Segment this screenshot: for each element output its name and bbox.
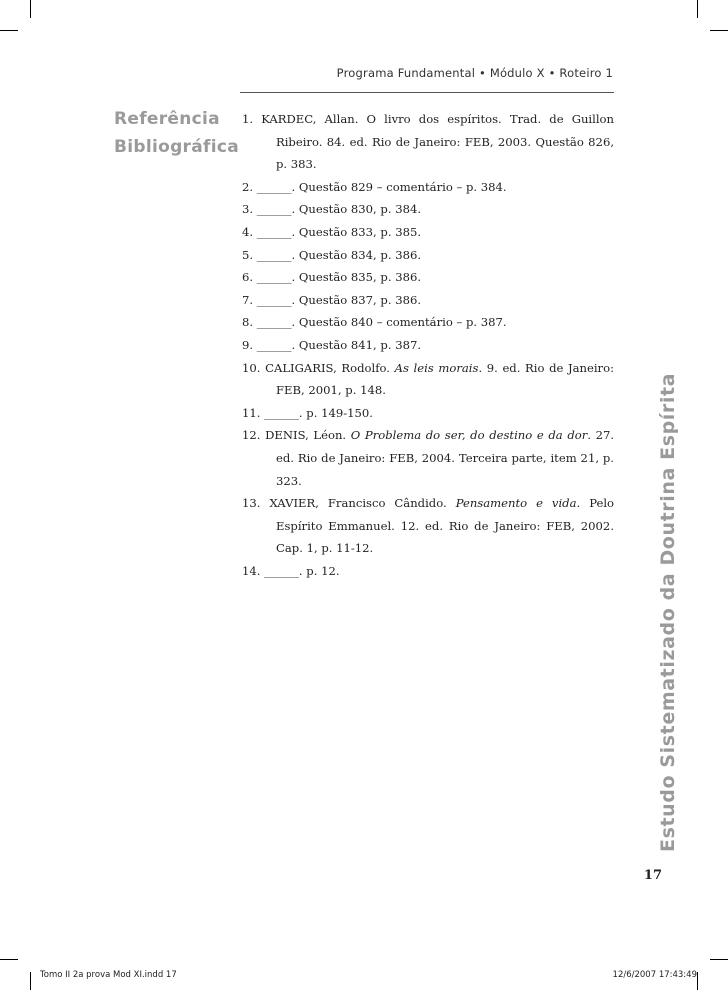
reference-text: ______. Questão 841, p. 387. [256,337,422,352]
section-title [114,105,239,161]
reference-item [242,334,614,357]
reference-item [242,289,614,312]
crop-mark-top-left-h [0,30,18,31]
reference-text: ______. p. 149-150. [264,405,373,420]
crop-mark-bottom-right-h [710,959,728,960]
reference-number: 4. [242,224,254,239]
reference-list [242,108,614,582]
section-title-line-2: Bibliográfica [114,137,239,157]
reference-text: ______. Questão 835, p. 386. [256,270,422,285]
reference-text-rest: . 9. ed. Rio de Janeiro: FEB, 2001, p. 148. [276,360,614,398]
reference-number: 10. [242,360,261,375]
header-rule [240,92,614,93]
reference-text: ______. Questão 834, p. 386. [256,247,422,262]
crop-mark-bottom-right-v [697,972,698,990]
reference-text: ______. Questão 840 – comentário – p. 387. [256,315,507,330]
reference-item [242,221,614,244]
reference-number: 9. [242,337,254,352]
print-slug-timestamp: 12/6/2007 17:43:49 [612,970,697,980]
reference-item [242,424,614,492]
reference-item [242,357,614,402]
reference-number: 7. [242,292,254,307]
reference-text: ______. Questão 837, p. 386. [256,292,422,307]
reference-item [242,108,614,176]
reference-text-rest: Pelo Espírito Emmanuel. 12. ed. Rio de Janeiro: FEB, 2002. Cap. 1, p. 11-12. [276,496,615,556]
reference-text: KARDEC, Allan. O livro dos espíritos. Trad. de Guillon Ribeiro. 84. ed. Rio de Janeiro: FEB, 2003. Questão 826, p. 383. [261,112,615,172]
reference-item [242,244,614,267]
page-number: 17 [643,868,662,883]
reference-text: ______. Questão 833, p. 385. [256,224,422,239]
reference-title-italic: O Problema do ser, do destino e da dor [350,428,588,443]
side-title: Estudo Sistematizado da Doutrina Espírita [657,372,679,852]
reference-text: ______. p. 12. [264,563,340,578]
reference-title-italic: Pensamento e vida. [455,496,581,511]
crop-mark-top-left-v [30,0,31,18]
reference-item [242,266,614,289]
reference-title-italic: As leis morais [394,360,479,375]
reference-number: 5. [242,247,254,262]
reference-text: DENIS, Léon. [265,428,347,443]
reference-item [242,560,614,583]
reference-item [242,176,614,199]
crop-mark-bottom-left-v [30,972,31,990]
reference-text: XAVIER, Francisco Cândido. [269,496,447,511]
crop-mark-top-right-v [697,0,698,18]
reference-text: ______. Questão 830, p. 384. [256,202,422,217]
reference-number: 3. [242,202,254,217]
reference-number: 11. [242,405,261,420]
reference-number: 2. [242,179,254,194]
reference-number: 12. [242,428,261,443]
running-header: Programa Fundamental • Módulo X • Roteiro 1 [336,66,613,80]
reference-text: CALIGARIS, Rodolfo. [265,360,390,375]
crop-mark-top-right-h [710,30,728,31]
reference-item [242,311,614,334]
reference-text-rest: . 27. ed. Rio de Janeiro: FEB, 2004. Terceira parte, item 21, p. 323. [276,428,615,488]
reference-item [242,402,614,425]
print-slug-file: Tomo II 2a prova Mod XI.indd 17 [40,970,177,980]
reference-text: ______. Questão 829 – comentário – p. 384. [256,179,507,194]
reference-number: 14. [242,563,261,578]
reference-number: 8. [242,315,254,330]
reference-number: 6. [242,270,254,285]
crop-mark-bottom-left-h [0,959,18,960]
reference-item [242,198,614,221]
section-title-line-1: Referência [114,109,220,129]
reference-number: 1. [242,112,254,126]
reference-number: 13. [242,496,261,511]
reference-item [242,492,614,560]
